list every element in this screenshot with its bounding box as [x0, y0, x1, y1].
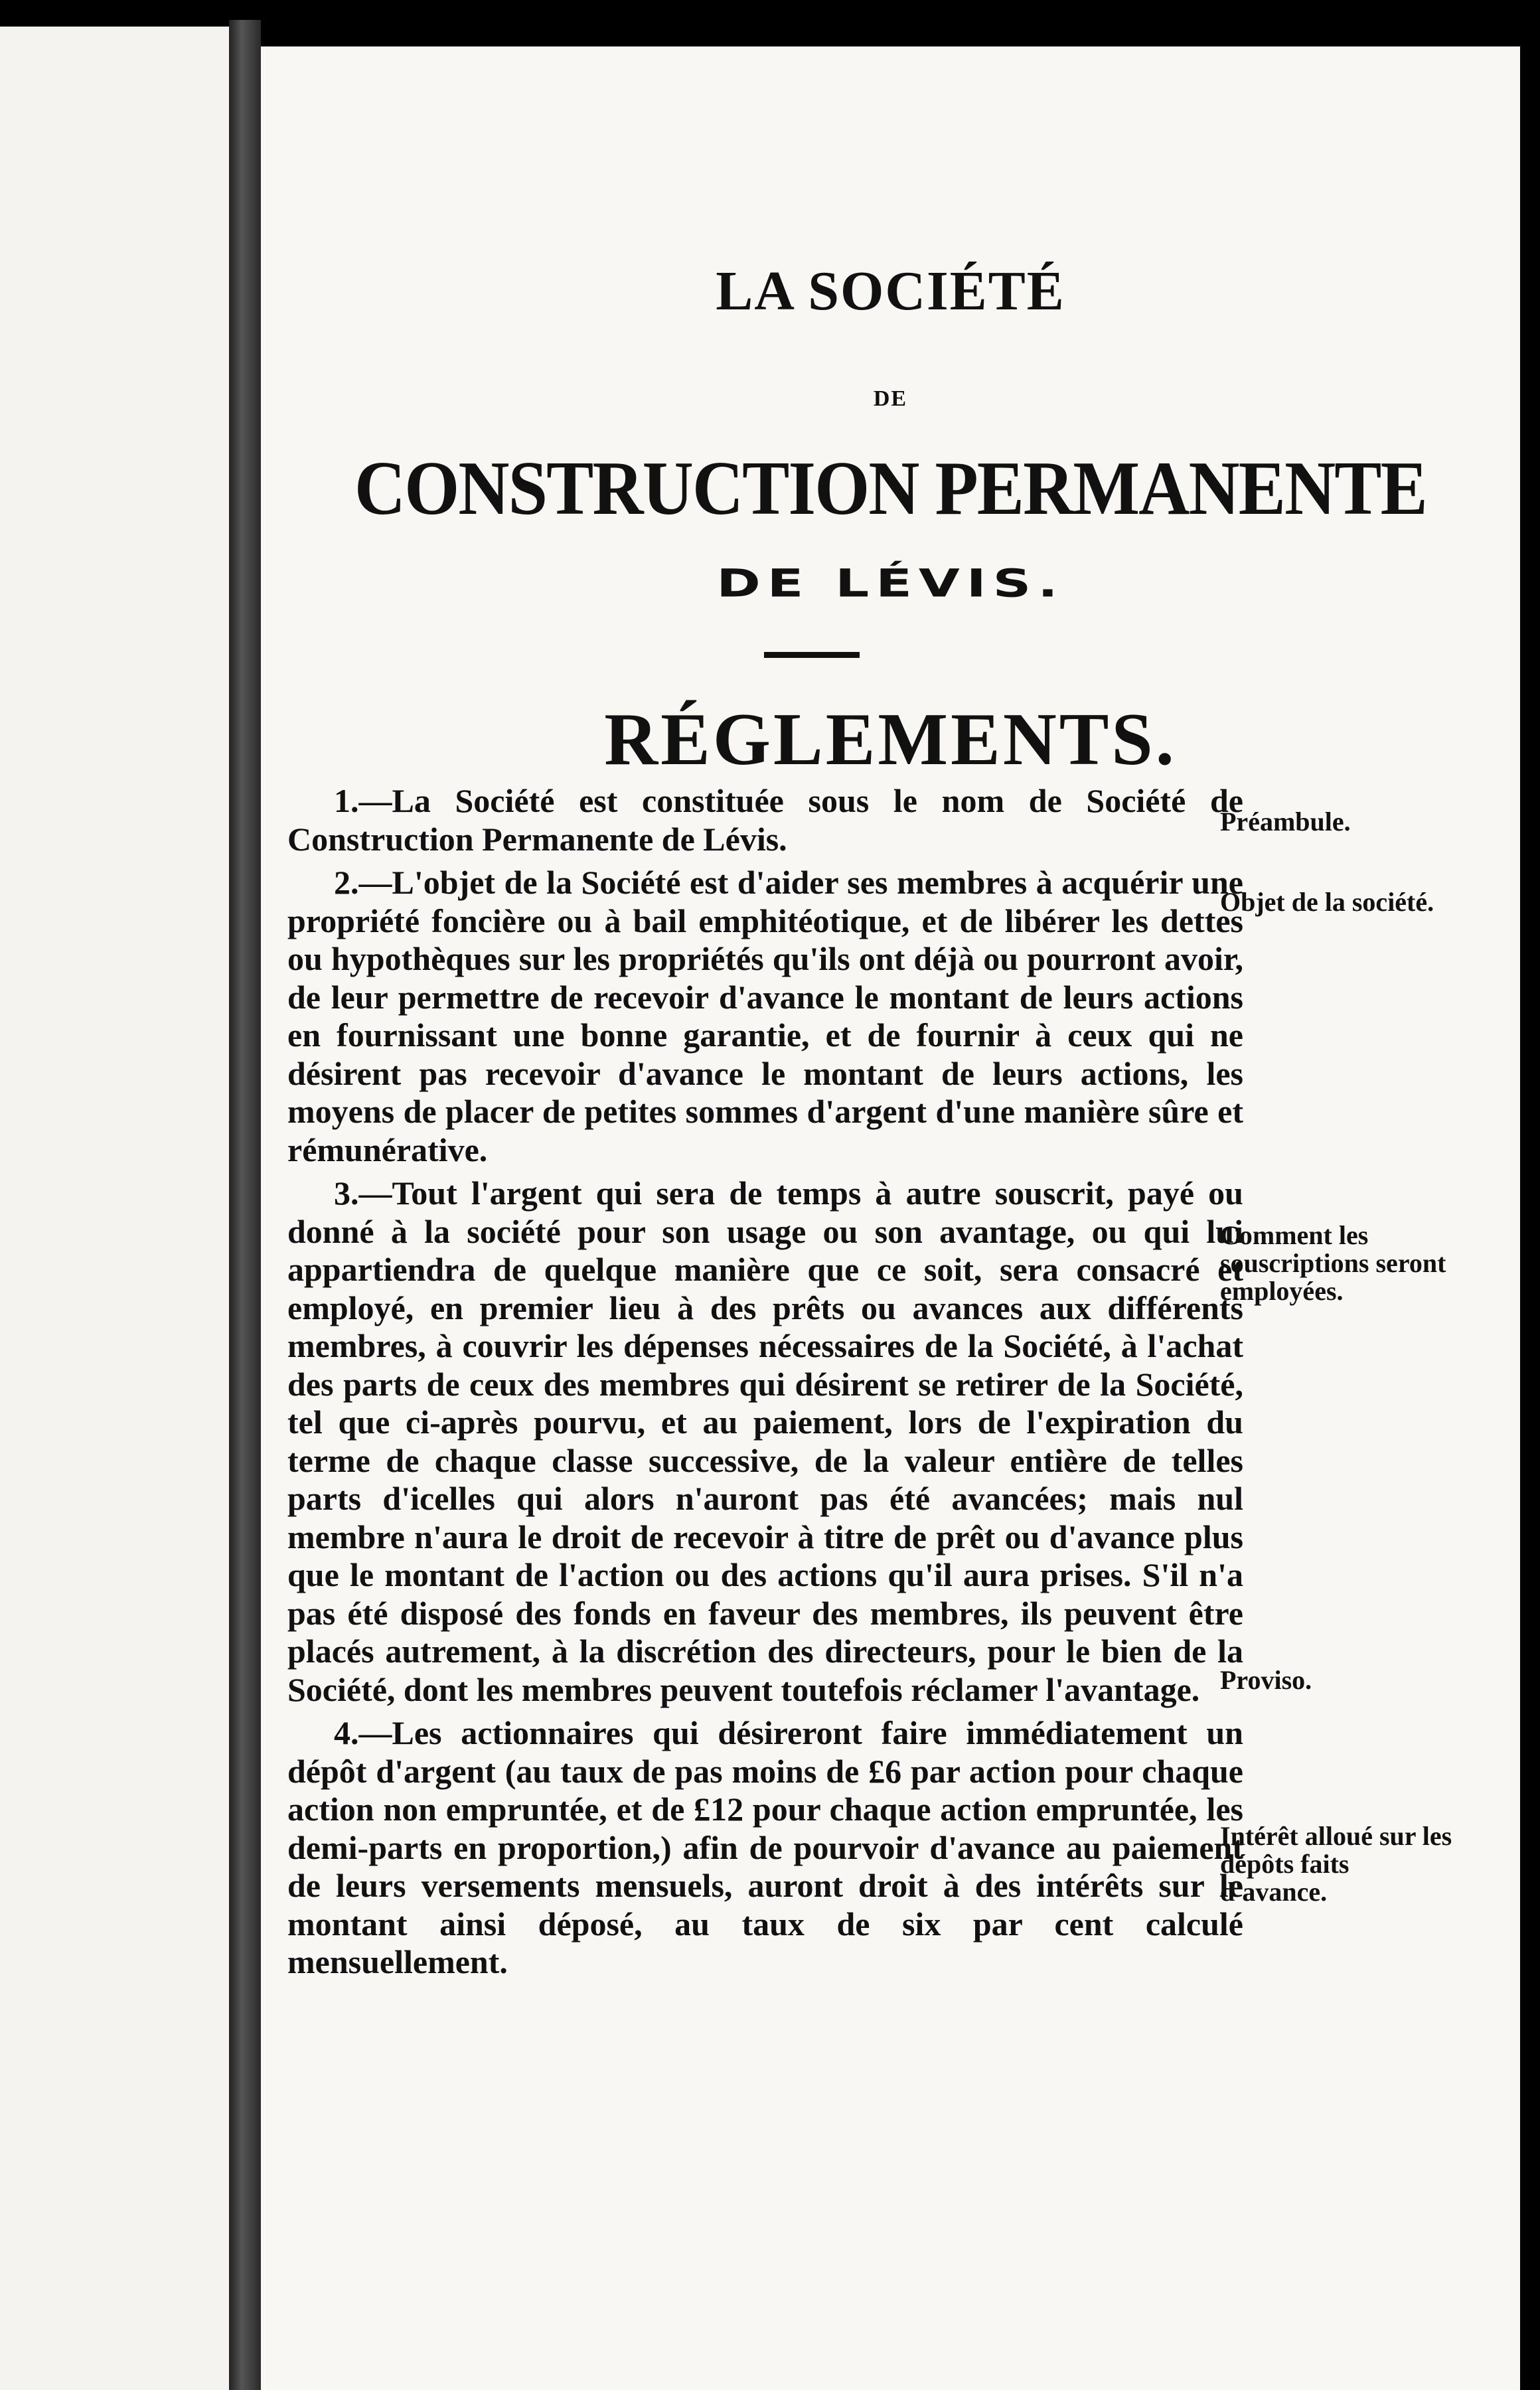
margin-note-proviso: Proviso. [1220, 1665, 1312, 1695]
book-binding [229, 20, 261, 2390]
article-4: 4.—Les actionnaires qui désireront faire immédiatement un dépôt d'argent (au taux de pas moins de £6 par action pour chaque action non empruntée, et de £12 pour chaque action empruntée, les demi-parts en proportion,) afin de pourvoir d'avance au paiement de leurs versements mensuels, auront droit à des intérêts sur le montant ainsi déposé, au taux de six par cent calculé mensuellement. [287, 1714, 1243, 1980]
margin-note-interet: Intérêt alloué sur les dépôts faits d'avance. [1220, 1821, 1452, 1907]
scan-right-border [1520, 0, 1540, 2390]
articles [287, 782, 1243, 1987]
margin-note-objet: Objet de la société. [1220, 887, 1434, 917]
title-line-1: LA SOCIÉTÉ [716, 260, 1065, 322]
title-line-2: DE [873, 386, 908, 411]
title-subtitle: DE LÉVIS. [716, 561, 1065, 605]
section-heading: RÉGLEMENTS. [604, 698, 1177, 781]
document-page [261, 46, 1520, 2390]
facing-page [0, 27, 229, 2390]
article-2: 2.—L'objet de la Société est d'aider ses membres à acquérir une propriété foncière ou à bail emphitéotique, et de libérer les dettes ou hypothèques sur les propriétés qu'ils ont déjà ou pourront avoir, de leur permettre de recevoir d'avance le montant de leurs actions en fournissant une bonne garantie, et de fournir à ceux qui ne désirent pas recevoir d'avance le montant de leurs actions, les moyens de placer de petites sommes d'argent d'une manière sûre et rémunérative. [287, 864, 1243, 1168]
article-1: 1.—La Société est constituée sous le nom de Société de Construction Permanente de Lévis. [287, 782, 1243, 858]
title-rule [764, 652, 860, 658]
margin-note-comment: Comment les souscriptions seront employées. [1220, 1220, 1446, 1306]
title-main: CONSTRUCTION PERMANENTE [354, 446, 1426, 531]
article-3: 3.—Tout l'argent qui sera de temps à autre souscrit, payé ou donné à la société pour son usage ou son avantage, ou qui lui appartiendra de quelque manière que ce soit, sera consacré et employé, en premier lieu à des prêts ou avances aux différents membres, à couvrir les dépenses nécessaires de la Société, à l'achat des parts de ceux des membres qui désirent se retirer de la Société, tel que ci-après pourvu, et au paiement, lors de l'expiration du terme de chaque classe successive, de la valeur entière de telles parts d'icelles qui alors n'auront pas été avancées; mais nul membre n'aura le droit de recevoir à titre de prêt ou d'avance plus que le montant de l'action ou des actions qu'il aura prises. S'il n'a pas été disposé des fonds en faveur des membres, ils peuvent être placés autrement, à la discrétion des directeurs, pour le bien de la Société, dont les membres peuvent toutefois réclamer l'avantage. [287, 1174, 1243, 1708]
margin-note-preambule: Préambule. [1220, 807, 1351, 836]
